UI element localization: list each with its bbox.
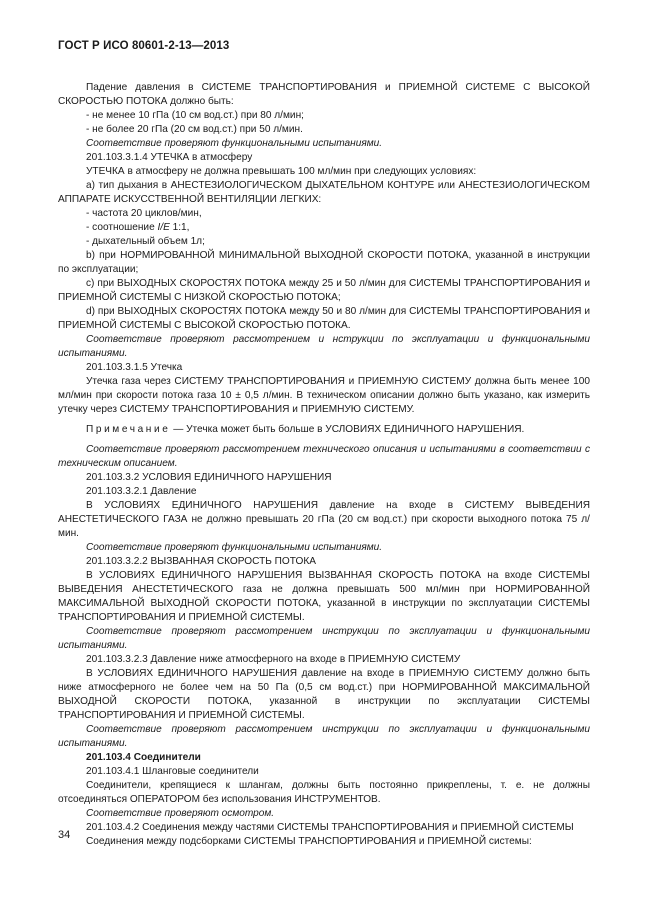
document-body <box>58 81 590 849</box>
paragraph: Соединители, крепящиеся к шлангам, должны быть постоянно прикреплены, т. е. не должны отсоединяться ОПЕРАТОРОМ без использования ИНСТРУМЕНТОВ. <box>58 780 590 805</box>
paragraph: Соединения между подсборками СИСТЕМЫ ТРАНСПОРТИРОВАНИЯ и ПРИЕМНОЙ системы: <box>86 836 532 847</box>
clause-heading: 201.103.3.2.2 ВЫЗВАННАЯ СКОРОСТЬ ПОТОКА <box>86 556 316 567</box>
clause-heading: 201.103.3.2.1 Давление <box>86 486 197 497</box>
compliance-note: Соответствие проверяют рассмотрением и нструкции по эксплуатации и функциональными испытаниями. <box>58 334 590 359</box>
list-item: b) при НОРМИРОВАННОЙ МИНИМАЛЬНОЙ ВЫХОДНОЙ СКОРОСТИ ПОТОКА, указанной в инструкции по эксплуатации; <box>58 250 590 275</box>
compliance-note: Соответствие проверяют функциональными испытаниями. <box>86 542 383 553</box>
list-item: - не менее 10 гПа (10 см вод.ст.) при 80 л/мин; <box>86 110 304 121</box>
clause-heading: 201.103.3.1.4 УТЕЧКА в атмосферу <box>86 152 253 163</box>
clause-heading: 201.103.3.2 УСЛОВИЯ ЕДИНИЧНОГО НАРУШЕНИЯ <box>86 472 332 483</box>
clause-heading: 201.103.4.1 Шланговые соединители <box>86 766 259 777</box>
compliance-note: Соответствие проверяют осмотром. <box>86 808 275 819</box>
paragraph: Падение давления в СИСТЕМЕ ТРАНСПОРТИРОВАНИЯ и ПРИЕМНОЙ СИСТЕМЕ С ВЫСОКОЙ СКОРОСТЬЮ ПОТОКА должно быть: <box>58 82 590 107</box>
list-item: - дыхательный объем 1л; <box>86 236 205 247</box>
paragraph: В УСЛОВИЯХ ЕДИНИЧНОГО НАРУШЕНИЯ давление на входе в ПРИЕМНУЮ СИСТЕМУ должно быть ниже атмосферного не более чем на 50 Па (0,5 см вод.ст.) при НОРМИРОВАННОЙ МАКСИМАЛЬНОЙ ВЫХОДНОЙ СКОРОСТИ ПОТОКА, указанной в инструкции по эксплуатации СИСТЕМЫ ТРАНСПОРТИРОВАНИЯ И ПРИЕМНОЙ СИСТЕМЫ. <box>58 668 590 721</box>
compliance-note: Соответствие проверяют рассмотрением технического описания и испытаниями в соответствии с техническим описанием. <box>58 444 590 469</box>
paragraph: В УСЛОВИЯХ ЕДИНИЧНОГО НАРУШЕНИЯ ВЫЗВАННАЯ СКОРОСТЬ ПОТОКА на входе СИСТЕМЫ ВЫВЕДЕНИЯ АНЕСТЕТИЧЕСКОГО газа не должна превышать 500 мл/мин при НОРМИРОВАННОЙ МАКСИМАЛЬНОЙ ВЫХОДНОЙ СКОРОСТИ ПОТОКА, указанной в инструкции по эксплуатации СИСТЕМЫ ТРАНСПОРТИРОВАНИЯ И ПРИЕМНОЙ СИСТЕМЫ. <box>58 570 590 623</box>
section-heading: 201.103.4 Соединители <box>86 752 201 763</box>
note <box>58 423 590 437</box>
clause-heading: 201.103.3.2.3 Давление ниже атмосферного на входе в ПРИЕМНУЮ СИСТЕМУ <box>86 654 461 665</box>
compliance-note: Соответствие проверяют рассмотрением инструкции по эксплуатации и функциональными испытаниями. <box>58 724 590 749</box>
list-item: - частота 20 циклов/мин, <box>86 208 202 219</box>
document-header: ГОСТ Р ИСО 80601-2-13—2013 <box>58 40 230 52</box>
ie-ratio-symbol: I/E <box>157 222 170 233</box>
clause-heading: 201.103.3.1.5 Утечка <box>86 362 183 373</box>
list-item: а) тип дыхания в АНЕСТЕЗИОЛОГИЧЕСКОМ ДЫХАТЕЛЬНОМ КОНТУРЕ или АНЕСТЕЗИОЛОГИЧЕСКОМ АППАРАТЕ ИСКУССТВЕННОЙ ВЕНТИЛЯЦИИ ЛЕГКИХ: <box>58 180 590 205</box>
list-item: d) при ВЫХОДНЫХ СКОРОСТЯХ ПОТОКА между 50 и 80 л/мин для СИСТЕМЫ ТРАНСПОРТИРОВАНИЯ и ПРИЕМНОЙ СИСТЕМЫ С ВЫСОКОЙ СКОРОСТЬЮ ПОТОКА. <box>58 306 590 331</box>
list-item-text: - соотношение <box>86 222 158 233</box>
clause-heading: 201.103.4.2 Соединения между частями СИСТЕМЫ ТРАНСПОРТИРОВАНИЯ и ПРИЕМНОЙ СИСТЕМЫ <box>86 822 574 833</box>
note-label: Примечание <box>86 424 171 435</box>
compliance-note: Соответствие проверяют функциональными испытаниями. <box>86 138 383 149</box>
note-text: — Утечка может быть больше в УСЛОВИЯХ ЕДИНИЧНОГО НАРУШЕНИЯ. <box>170 424 525 435</box>
list-item: - не более 20 гПа (20 см вод.ст.) при 50 л/мин. <box>86 124 303 135</box>
list-item: c) при ВЫХОДНЫХ СКОРОСТЯХ ПОТОКА между 25 и 50 л/мин для СИСТЕМЫ ТРАНСПОРТИРОВАНИЯ и ПРИЕМНОЙ СИСТЕМЫ С НИЗКОЙ СКОРОСТЬЮ ПОТОКА; <box>58 278 590 303</box>
paragraph: Утечка газа через СИСТЕМУ ТРАНСПОРТИРОВАНИЯ и ПРИЕМНУЮ СИСТЕМУ должна быть менее 100 мл/мин при скорости потока газа 10 ± 0,5 л/мин. В техническом описании должно быть указано, как измерить утечку через СИСТЕМУ ТРАНСПОРТИРОВАНИЯ и ПРИЕМНУЮ СИСТЕМУ. <box>58 376 590 415</box>
paragraph: В УСЛОВИЯХ ЕДИНИЧНОГО НАРУШЕНИЯ давление на входе в СИСТЕМУ ВЫВЕДЕНИЯ АНЕСТЕТИЧЕСКОГО ГАЗА не должно превышать 20 гПа (20 см вод.ст.) при скорости выходного потока 75 л/мин. <box>58 500 590 539</box>
list-item <box>58 221 590 235</box>
page-number: 34 <box>58 829 71 841</box>
list-item-text: 1:1, <box>169 222 190 233</box>
paragraph: УТЕЧКА в атмосферу не должна превышать 100 мл/мин при следующих условиях: <box>86 166 477 177</box>
compliance-note: Соответствие проверяют рассмотрением инструкции по эксплуатации и функциональными испытаниями. <box>58 626 590 651</box>
